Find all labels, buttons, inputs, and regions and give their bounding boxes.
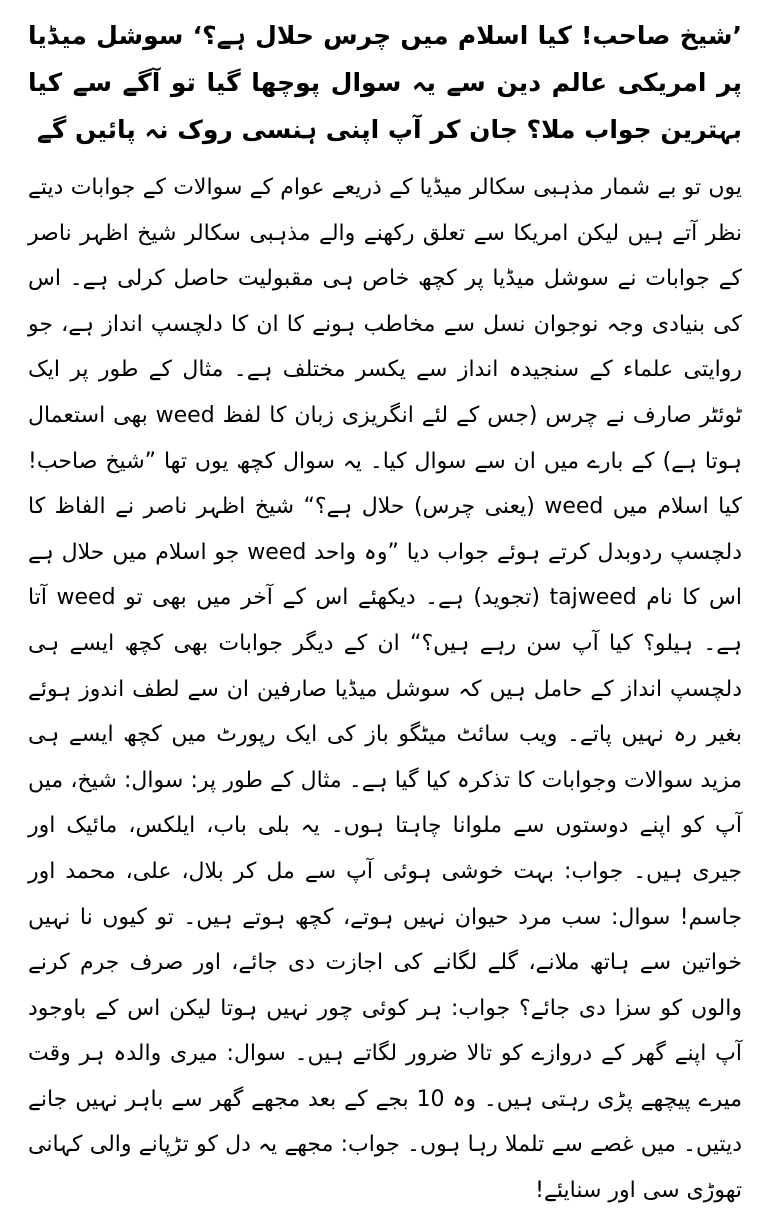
article-headline: ’شیخ صاحب! کیا اسلام میں چرس حلال ہے؟‘ سوشل میڈیا پر امریکی عالم دین سے یہ سوال پوچھا گیا تو آگے سے کیا بہترین جواب ملا؟ جان کر آپ اپنی ہنسی روک نہ پائیں گے	[28, 21, 742, 144]
article-body: یوں تو بے شمار مذہبی سکالر میڈیا کے ذریعے عوام کے سوالات کے جوابات دیتے نظر آتے ہیں لیکن امریکا سے تعلق رکھنے والے مذہبی سکالر شیخ اظہر ناصر کے جوابات نے سوشل میڈیا پر کچھ خاص ہی مقبولیت حاصل کرلی ہے۔ اس کی بنیادی وجہ نوجوان نسل سے مخاطب ہونے کا ان کا دلچسپ انداز ہے، جو روایتی علماء کے سنجیدہ انداز سے یکسر مختلف ہے۔ مثال کے طور پر ایک ٹوئٹر صارف نے چرس (جس کے لئے انگریزی زبان کا لفظ weed بھی استعمال ہوتا ہے) کے بارے میں ان سے سوال کیا۔ یہ سوال کچھ یوں تھا ”شیخ صاحب! کیا اسلام میں weed (یعنی چرس) حلال ہے؟“ شیخ اظہر ناصر نے الفاظ کا دلچسپ ردوبدل کرتے ہوئے جواب دیا ”وہ واحد weed جو اسلام میں حلال ہے اس کا نام tajweed (تجوید) ہے۔ دیکھئے اس کے آخر میں بھی تو weed آتا ہے۔ ہیلو؟ کیا آپ سن رہے ہیں؟“ ان کے دیگر جوابات بھی کچھ ایسے ہی دلچسپ انداز کے حامل ہیں کہ سوشل میڈیا صارفین ان سے لطف اندوز ہوئے بغیر رہ نہیں پاتے۔ ویب سائٹ میٹگو باز کی ایک رپورٹ میں کچھ ایسے ہی مزید سوالات وجوابات کا تذکرہ کیا گیا ہے۔ مثال کے طور پر: سوال: شیخ، میں آپ کو اپنے دوستوں سے ملوانا چاہتا ہوں۔ یہ بلی باب، ایلکس، مائیک اور جیری ہیں۔ جواب: بہت خوشی ہوئی آپ سے مل کر بلال، علی، محمد اور جاسم! سوال: سب مرد حیوان نہیں ہوتے، کچھ ہوتے ہیں۔ تو کیوں نا نہیں خواتین سے ہاتھ ملانے، گلے لگانے کی اجازت دی جائے، اور صرف جرم کرنے والوں کو سزا دی جائے؟ جواب: ہر کوئی چور نہیں ہوتا لیکن اس کے باوجود آپ اپنے گھر کے دروازے کو تالا ضرور لگاتے ہیں۔ سوال: میری والدہ ہر وقت میرے پیچھے پڑی رہتی ہیں۔ وہ 10 بجے کے بعد مجھے گھر سے باہر نہیں جانے دیتیں۔ میں غصے سے تلملا رہا ہوں۔ جواب: مجھے یہ دل کو تڑپانے والی کہانی تھوڑی سی اور سنایئے!	[28, 175, 743, 1204]
